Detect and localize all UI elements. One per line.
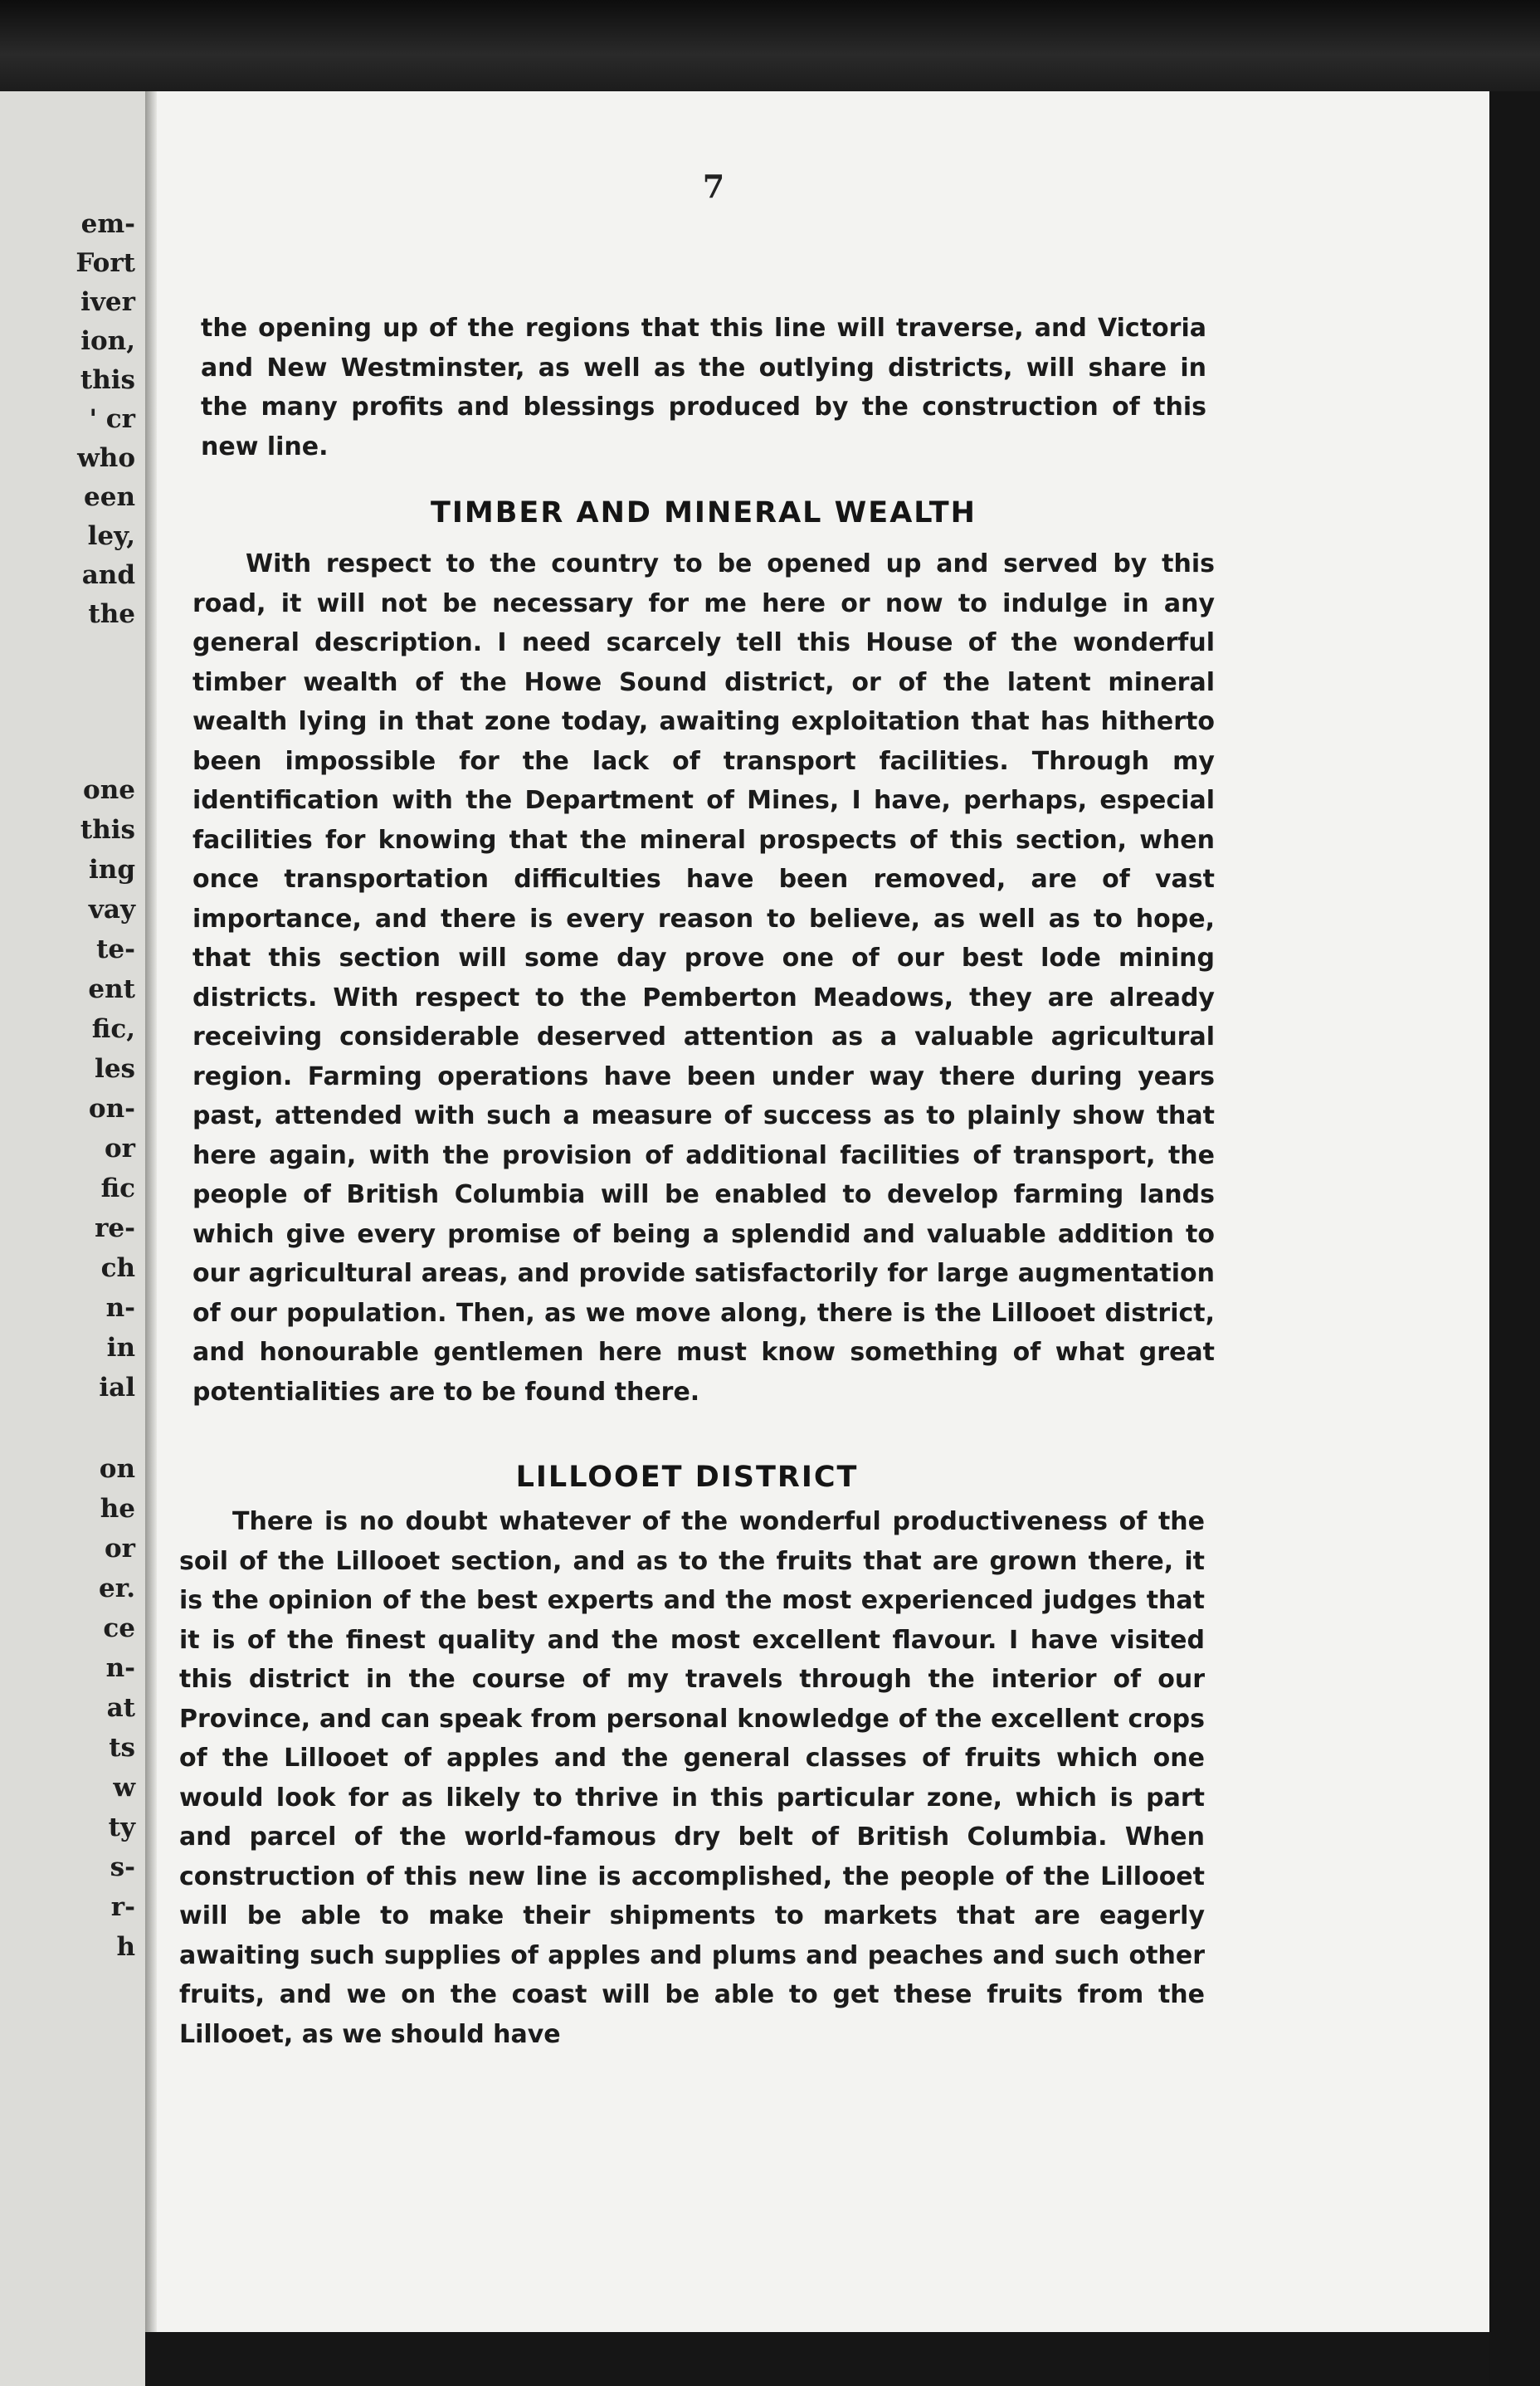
facing-page-fragment: s- [110,1852,135,1882]
facing-page-fragment: les [95,1054,135,1084]
facing-page-fragment: Fort [76,248,135,278]
facing-page-fragment: fic, [91,1014,135,1044]
timber-paragraph: With respect to the country to be opened up and served by this road, it will not be necessary for me here or now to indulge in any general description. I need scarcely tell this House of the wonderful timber wealth of the Howe Sound district, or of the latent mineral wealth lying in that zone today, awaiting exploitation that has hitherto been impossible for the lack of transport facilities. Through my identification with the Department of Mines, I have, perhaps, especial facilities for knowing that the mineral prospects of this section, when once transportation difficulties have been removed, are of vast importance, and there is every reason to believe, as well as to hope, that this section will some day prove one of our best lode mining districts. With respect to the Pemberton Meadows, they are already receiving considerable deserved attention as a valuable agricultural region. Farming operations have been under way there during years past, attended with such a measure of success as to plainly show that here again, with the provision of additional facilities of transport, the people of British Columbia will be enabled to develop farming lands which give every promise of being a splendid and valuable addition to our agricultural areas, and provide satisfactorily for large augmentation of our population. Then, as we move along, there is the Lillooet district, and honourable gentlemen here must know something of what great potentialities are to be found there. [192,549,1215,1407]
page-gutter-shadow [145,91,157,2332]
facing-page-fragment: or [104,1134,135,1164]
facing-page-fragment: em- [80,209,135,239]
facing-page-fragment: this [80,365,135,395]
scan-bottom-border [145,2332,1489,2386]
section-heading-timber: TIMBER AND MINERAL WEALTH [431,496,977,529]
lillooet-paragraph: There is no doubt whatever of the wonderful productiveness of the soil of the Lillooet section, and as to the fruits that are grown there, it is the opinion of the best experts and the most experienced judges that it is of the finest quality and the most excellent flavour. I have visited this district in the course of my travels through the interior of our Province, and can speak from personal knowledge of the excellent crops of the Lillooet of apples and the general classes of fruits which one would look for as likely to thrive in this particular zone, which is part and parcel of the world-famous dry belt of British Columbia. When construction of this new line is accomplished, the people of the Lillooet will be able to make their shipments to markets that are eagerly awaiting such supplies of apples and plums and peaches and such other fruits, and we on the coast will be able to get these fruits from the Lillooet, as we should have [179,1507,1205,2049]
facing-page-fragment: the [88,599,135,629]
facing-page-fragment: at [106,1693,135,1723]
facing-page-fragment: he [100,1494,135,1524]
facing-page-fragment: re- [95,1213,135,1243]
facing-page-fragment: ion, [80,326,135,356]
facing-page-fragment: een [84,482,135,512]
facing-page-fragment: w [113,1773,135,1803]
facing-page-edge [0,91,150,2386]
facing-page-fragment: iver [80,287,135,317]
facing-page-fragment: who [77,443,135,473]
facing-page-fragment: vay [88,895,135,925]
facing-page-fragment: n- [105,1293,135,1323]
page-number: 7 [702,168,725,205]
facing-page-fragment: te- [96,934,135,964]
facing-page-fragment: on [99,1454,135,1484]
facing-page-fragment: ent [88,974,135,1004]
facing-page-fragment: er. [98,1574,135,1603]
facing-page-fragment: one [83,775,135,805]
scan-right-border [1489,91,1540,2386]
facing-page-fragment: and [81,560,135,590]
facing-page-fragment: ty [108,1813,135,1842]
scan-top-border [0,0,1540,91]
facing-page-fragment: fic [100,1173,135,1203]
facing-page-fragment: this [80,815,135,845]
facing-page-fragment: h [116,1932,135,1962]
facing-page-fragment: ing [89,855,135,885]
facing-page-fragment: on- [88,1094,135,1124]
facing-page-fragment: ial [99,1373,135,1403]
facing-page-fragment: r- [110,1892,135,1922]
facing-page-fragment: ley, [87,521,135,551]
facing-page-fragment: ' cr [89,404,135,434]
facing-page-fragment: n- [105,1653,135,1683]
facing-page-fragment: ch [100,1253,135,1283]
facing-page-fragment: or [104,1534,135,1564]
facing-page-fragment: ce [103,1613,135,1643]
section-heading-lillooet: LILLOOET DISTRICT [515,1461,859,1494]
facing-page-fragment: in [106,1333,135,1363]
facing-page-fragment: ts [109,1733,135,1763]
intro-paragraph: the opening up of the regions that this line will traverse, and Victoria and New Westminster, as well as the outlying districts, will share in the many profits and blessings produced by the construction of this new line. [201,314,1206,461]
